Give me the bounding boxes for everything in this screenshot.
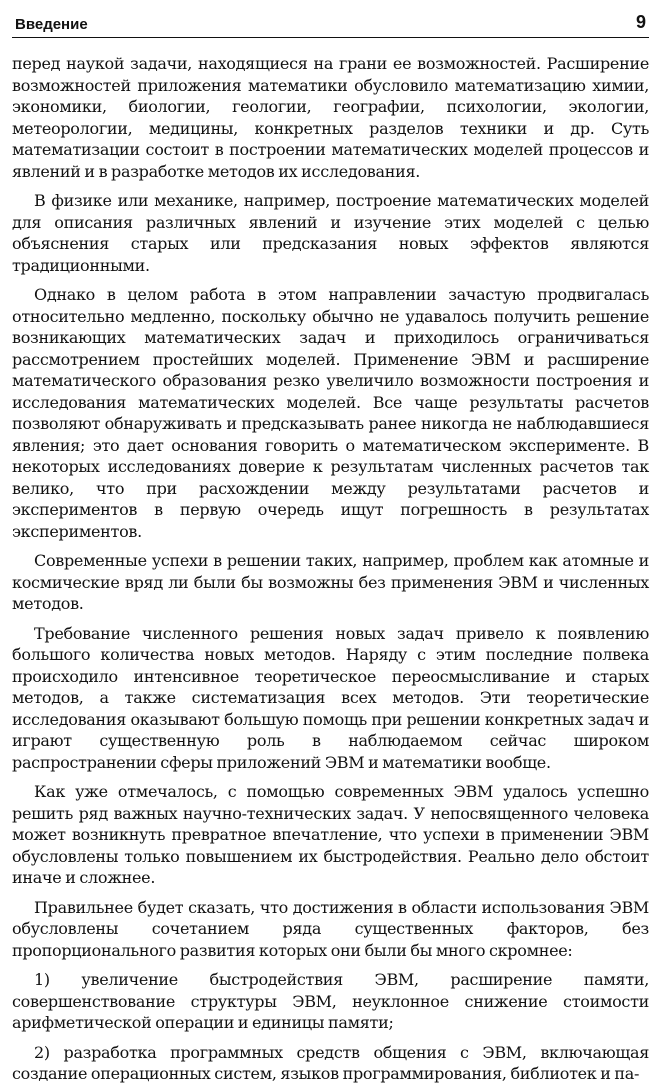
paragraph-2: В физике или механике, например, построение математических моделей для описания различных явлений и изучение этих моделей с целью объяснения старых или предсказания новых эффектов являются традиционными. bbox=[12, 191, 649, 275]
running-header bbox=[12, 8, 649, 38]
paragraph-3: Однако в целом работа в этом направлении зачастую продвигалась относительно медленно, поскольку обычно не удавалось получить решение возникающих математических задач и приходилось ограничиваться рассмотрением простейших моделей. Применение ЭВМ и расширение математического образования резко увеличило возможности построения и исследования математических моделей. Все чаще результаты расчетов позволяют обнаруживать и предсказывать ранее никогда не наблюдавшиеся явления; это дает основания говорить о математическом эксперименте. В некоторых исследованиях доверие к результатам численных расчетов так велико, что при расхождении между результатами расчетов и экспериментов в первую очередь ищут погрешность в результатах экспериментов. bbox=[12, 285, 649, 541]
paragraph-6: Как уже отмечалось, с помощью современных ЭВМ удалось успешно решить ряд важных научно-технических задач. У непосвященного человека может возникнуть превратное впечатление, что успехи в применении ЭВМ обусловлены только повышением их быстродействия. Реально дело обстоит иначе и сложнее. bbox=[12, 782, 649, 887]
paragraph-5: Требование численного решения новых задач привело к появлению большого количества новых методов. Наряду с этим последние полвека происходило интенсивное теоретическое переосмысливание и старых методов, а также систематизация всех методов. Эти теоретические исследования оказывают большую помощь при решении конкретных задач и играют существенную роль в наблюдаемом сейчас широком распространении сферы приложений ЭВМ и математики вообще. bbox=[12, 623, 649, 772]
list-item-2: 2) разработка программных средств общения с ЭВМ, включающая создание операционных систем, языков программирования, библиотек и па- bbox=[12, 1042, 649, 1083]
section-title: Введение bbox=[15, 16, 88, 33]
body-text bbox=[12, 53, 649, 1085]
list-item-1: 1) увеличение быстродействия ЭВМ, расширение памяти, совершенствование структуры ЭВМ, неуклонное снижение стоимости арифметической операции и единицы памяти; bbox=[12, 970, 649, 1032]
paragraph-1: перед наукой задачи, находящиеся на грани ее возможностей. Расширение возможностей приложения математики обусловило математизацию химии, экономики, биологии, геологии, географии, психологии, экологии, метеорологии, медицины, конкретных разделов техники и др. Суть математизации состоит в построении математических моделей процессов и явлений и в разработке методов их исследования. bbox=[12, 54, 649, 181]
paragraph-7: Правильнее будет сказать, что достижения в области использования ЭВМ обусловлены сочетанием ряда существенных факторов, без пропорционального развития которых они были бы много скромнее: bbox=[12, 897, 649, 960]
paragraph-4: Современные успехи в решении таких, например, проблем как атомные и космические вряд ли были бы возможны без применения ЭВМ и численных методов. bbox=[12, 551, 649, 613]
page-number: 9 bbox=[635, 12, 646, 32]
